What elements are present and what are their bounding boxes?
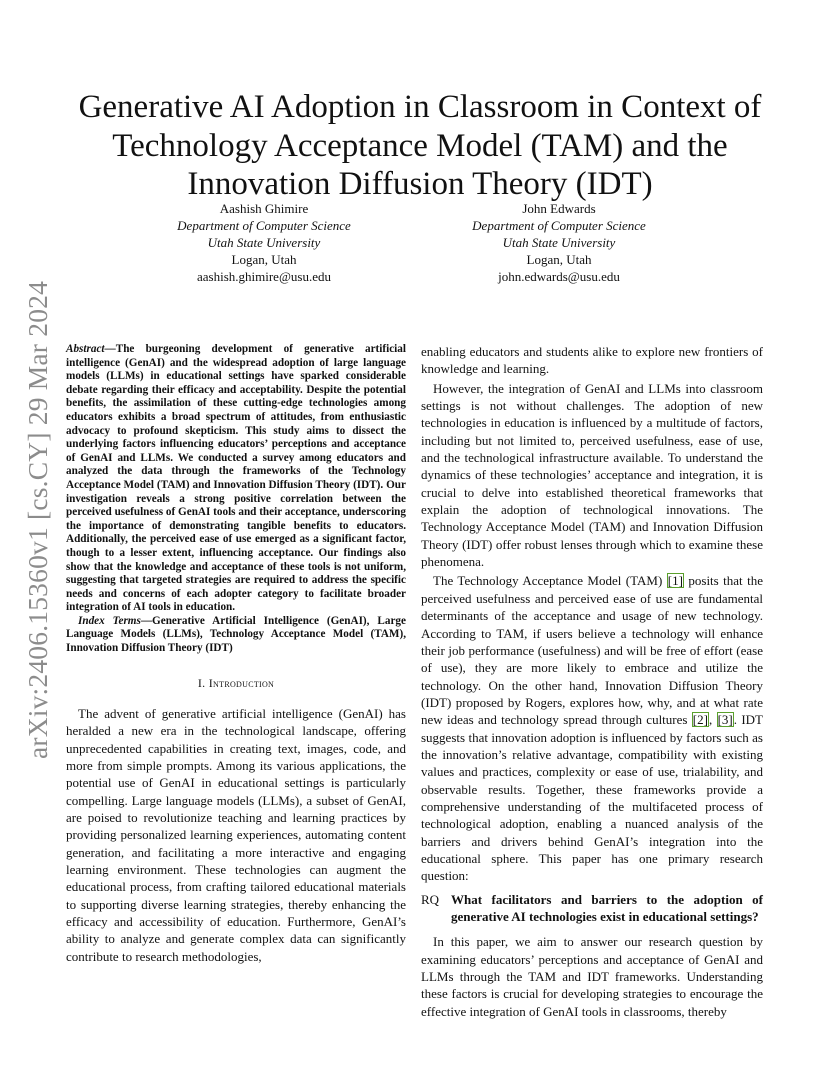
section-number: I. (197, 675, 206, 690)
intro-paragraph-continued: enabling educators and students alike to explore new frontiers of knowledge and learning. (421, 344, 763, 377)
index-terms (66, 615, 406, 656)
abstract (66, 343, 406, 615)
author-email[interactable]: john.edwards@usu.edu (498, 269, 620, 284)
text-span: posits that the perceived usefulness and perceived ease of use are fundamental determinants of the acceptance and usage of new technology. According to TAM, if users believe a technology will enhance their job performance (usefulness) and will be free of effort (ease of use), they are more likely to embrace and utilize the technology. On the other hand, Innovation Diffusion Theory (IDT) proposed by Rogers, explores how, why, and at what rate new ideas and technology spread through cultures (421, 573, 764, 728)
citation-link-3[interactable]: [3] (717, 712, 733, 728)
right-column (421, 343, 763, 1020)
research-question (421, 891, 763, 926)
author-department: Department of Computer Science (472, 218, 646, 233)
index-terms-lead: Index Terms (78, 614, 141, 627)
citation-link-1[interactable]: [1] (667, 573, 683, 589)
abstract-lead: Abstract (66, 343, 105, 355)
author-university: Utah State University (207, 235, 321, 250)
research-question-label: RQ (421, 891, 440, 907)
abstract-text: —The burgeoning development of generative artificial intelligence (GenAI) and the widespread adoption of large language models (LLMs) in educational settings have sparked considerable debate regarding their efficacy and acceptability. Despite the potential benefits, the assimilation of these cutting-edge technologies among educators exhibits a broad spectrum of attitudes, from enthusiastic advocacy to profound skepticism. This study aims to dissect the underlying factors influencing educators’ perceptions and acceptance of GenAI and LLMs. We conducted a survey among educators and analyzed the data through the frameworks of the Technology Acceptance Model (TAM) and Innovation Diffusion Theory (IDT). Our investigation reveals a strong positive correlation between the perceived usefulness of GenAI tools and their acceptance, underscoring the importance of demonstrating tangible benefits to educators. Additionally, the perceived ease of use emerged as a significant factor, though to a lesser extent, influencing acceptance. Our findings also show that the knowledge and acceptance of these tools is not uniform, suggesting that targeted strategies are required to address the specific needs and concerns of each adopter category to facilitate broader integration of AI tools in education. (66, 343, 406, 614)
intro-paragraph-3 (421, 572, 763, 884)
intro-paragraph-1: The advent of generative artificial intelligence (GenAI) has heralded a new era in the technological landscape, offering unprecedented capabilities in creating text, images, code, and more from simple prompts. Among its various applications, the potential use of GenAI in educational settings is particularly compelling. Large language models (LLMs), a subset of GenAI, are poised to revolutionize teaching and learning practices by providing personalized learning experiences, automating content generation, and facilitating a more interactive and engaging learning environment. These technologies can augment the educational process, from crafting tailored educational materials to supporting diverse learning strategies, thereby enhancing the efficacy and accessibility of education. Furthermore, GenAI’s ability to analyze and generate complex data can significantly contribute to research methodologies, (66, 706, 406, 964)
author-block-2 (409, 200, 709, 285)
paper-title: Generative AI Adoption in Classroom in Context of Technology Acceptance Model (TAM) and the Innovation Diffusion Theory (IDT) (78, 89, 762, 203)
author-name: Aashish Ghimire (219, 201, 309, 216)
section-title: Introduction (208, 675, 275, 690)
author-name: John Edwards (522, 201, 596, 216)
intro-paragraph-2: However, the integration of GenAI and LLMs into classroom settings is not without challenges. The adoption of new technologies in education is influenced by a multitude of factors, including but not limited to, perceived usefulness, ease of use, and the technological infrastructure available. To understand the dynamics of these technologies’ acceptance and integration, it is crucial to delve into established theoretical frameworks that explain the adoption of technological innovations. The Technology Acceptance Model (TAM) and Innovation Diffusion Theory (IDT) offer robust lenses through which to examine these phenomena. (421, 380, 763, 570)
research-question-text: What facilitators and barriers to the adoption of generative AI technologies exist in educational settings? (451, 891, 763, 924)
left-column (66, 343, 406, 965)
text-span: The Technology Acceptance Model (TAM) (433, 573, 667, 589)
text-span: , (708, 712, 717, 728)
author-block-1 (114, 200, 414, 285)
author-university: Utah State University (502, 235, 616, 250)
index-terms-text: —Generative Artificial Intelligence (GenAI), Large Language Models (LLMs), Technology Acceptance Model (TAM), Innovation Diffusion Theory (IDT) (66, 614, 406, 655)
section-heading (66, 675, 406, 692)
text-span: . IDT suggests that innovation adoption is influenced by factors such as the innovation’s relative advantage, compatibility with existing values and practices, complexity or ease of use, trialability, and observable results. Together, these frameworks provide a comprehensive understanding of the multifaceted process of technological adoption, enabling a nuanced analysis of the barriers and drivers behind GenAI’s integration into the educational sphere. This paper has one primary research question: (421, 712, 763, 884)
author-email[interactable]: aashish.ghimire@usu.edu (196, 269, 331, 284)
author-department: Department of Computer Science (177, 218, 351, 233)
arxiv-identifier[interactable]: arXiv:2406.15360v1 [cs.CY] 29 Mar 2024 (22, 280, 53, 760)
intro-paragraph-4: In this paper, we aim to answer our research question by examining educators’ perceptions and acceptance of GenAI and LLMs through the TAM and IDT frameworks. Understanding these factors is crucial for developing strategies to encourage the effective integration of GenAI tools in classrooms, thereby (421, 934, 763, 1019)
author-location: Logan, Utah (526, 252, 592, 267)
citation-link-2[interactable]: [2] (692, 712, 708, 728)
author-location: Logan, Utah (231, 252, 297, 267)
